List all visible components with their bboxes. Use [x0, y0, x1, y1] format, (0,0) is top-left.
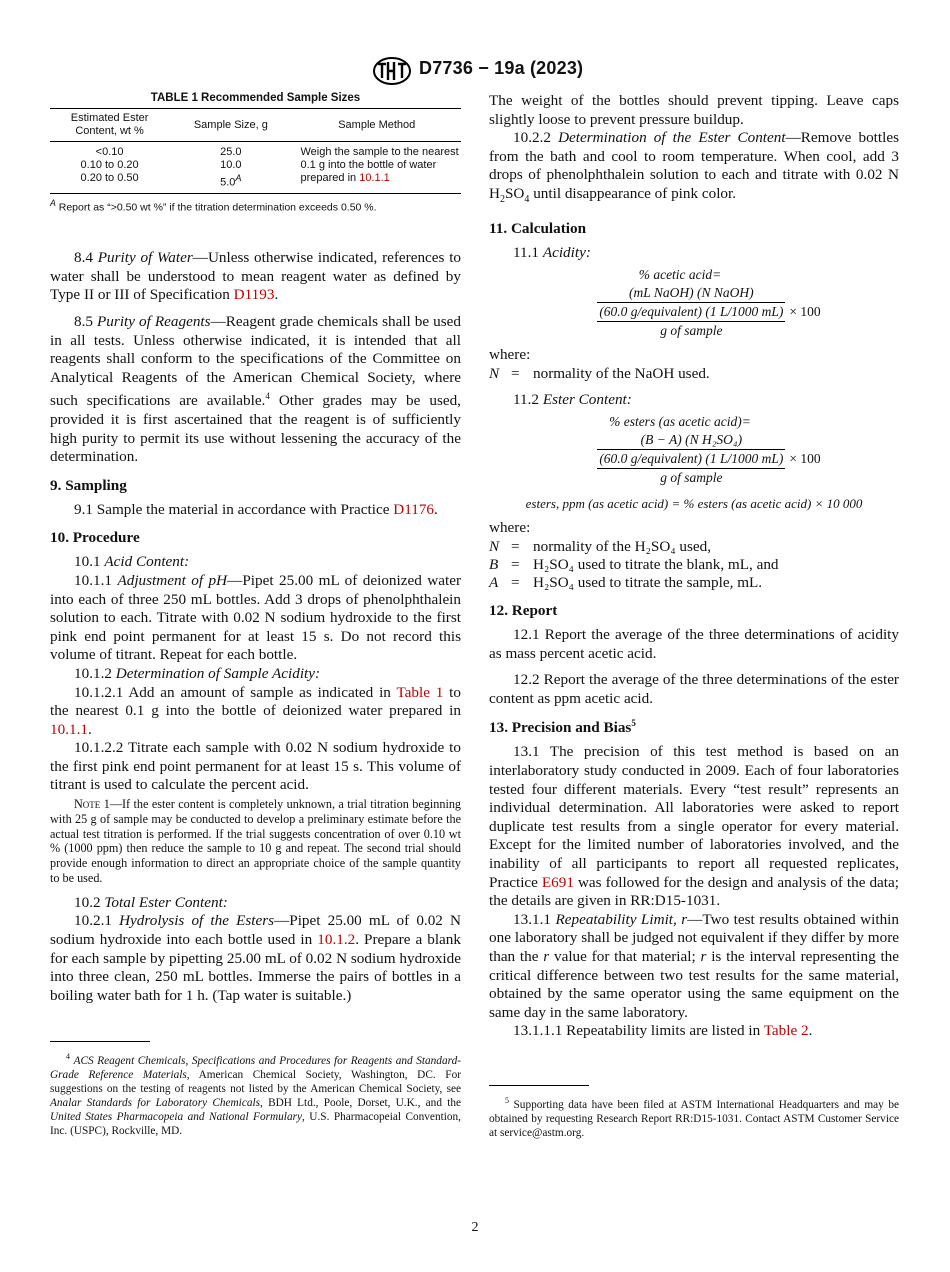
section-13-1-1-1: 13.1.1.1 Repeatability limits are listed in Table 2.	[513, 1022, 813, 1040]
heading-precision-bias: 13. Precision and Bias$^5$	[489, 718, 636, 737]
link-10-1-2[interactable]: 10.1.2	[317, 931, 356, 949]
section-11-2: 11.2 Ester Content:	[513, 390, 632, 408]
table-row	[50, 142, 461, 194]
section-10-1-1: 10.1.1 Adjustment of pH—Pipet 25.00 mL of deionized water into each of three 250 mL bottles. Add 3 drops of phenolphthalein solution to each. Titrate with 0.02 N sodium hydroxide to the first pink end point permanent for at least 15 s. Do not record this volume of titrant. Repeat for each bottle.	[50, 571, 462, 664]
where-label: where:	[489, 519, 531, 537]
table1-title: TABLE 1 Recommended Sample Sizes	[150, 92, 361, 104]
section-9-1: 9.1 Sample the material in accordance with Practice D1176.	[74, 500, 438, 518]
where-label: where:	[489, 346, 531, 364]
link-10-1-1[interactable]: 10.1.1	[50, 720, 88, 738]
heading-procedure: 10. Procedure	[50, 529, 140, 547]
table1-footnote-mark: A	[235, 173, 242, 183]
table1-col-content: Estimated Ester Content, wt %	[50, 109, 169, 142]
section-10-1: 10.1 Acid Content:	[74, 553, 190, 571]
section-8-4: 8.4 Purity of Water—Unless otherwise indicated, references to water shall be understood to mean reagent water as defined by Type II or III of Specification D1193.	[50, 249, 462, 304]
footnote-4: $^4$ ACS Reagent Chemicals, Specifications and Procedures for Reagents and Standard-Grade Reference Materials, American Chemical Society, Washington, DC. For suggestions on the testing of reagents not listed by the American Chemical Society, see Analar Standards for Laboratory Chemicals, BDH Ltd., Poole, Dorset, U.K., and the United States Pharmacopeia and National Formulary, U.S. Pharmacopeial Convention, Inc. (USPC), Rockville, MD.	[50, 1041, 461, 1138]
link-e691[interactable]: E691	[541, 873, 574, 891]
link-table-1[interactable]: Table 1	[396, 683, 444, 701]
section-10-2: 10.2 Total Ester Content:	[74, 893, 228, 911]
table1-method: Weigh the sample to the nearest 0.1 g into the bottle of water prepared in	[300, 146, 459, 184]
table1-footnote: $^A$ Report as “>0.50 wt %” if the titration determination exceeds 0.50 %.	[50, 197, 377, 214]
table1-cell: 5.0	[220, 176, 236, 189]
left-column	[50, 92, 461, 1005]
section-10-2-1: 10.2.1 Hydrolysis of the Esters—Pipet 25.00 mL of 0.02 N sodium hydroxide into each bottle used in 10.1.2. Prepare a blank for each sample by pipetting 25.00 mL of 0.02 N sodium hydroxide into three clean, 250 mL bottles. Immerse the pairs of bottles in a boiling water bath for 1 h. (Tap water is suitable.)	[50, 912, 461, 1004]
heading-sampling: 9. Sampling	[50, 476, 127, 494]
section-10-1-2: 10.1.2 Determination of Sample Acidity:	[74, 664, 321, 682]
footnote-divider	[489, 1085, 589, 1086]
table1-cell: 0.10 to 0.20	[80, 159, 139, 171]
heading-calculation: 11. Calculation	[489, 219, 587, 237]
section-12-2: 12.2 Report the average of the three determinations of the ester content as ppm acetic acid.	[489, 671, 899, 707]
table1-cell: 0.20 to 0.50	[80, 172, 139, 184]
page-header	[0, 54, 950, 86]
astm-logo-icon	[372, 56, 412, 86]
where-item: N = normality of the H₂SO₄ used,	[489, 537, 712, 555]
table1-cell: 10.0	[220, 159, 242, 171]
where-list	[489, 538, 899, 592]
table1	[50, 108, 461, 194]
link-table-2[interactable]: Table 2	[763, 1022, 809, 1040]
footnote-divider	[50, 1041, 150, 1042]
table1-col-size: Sample Size, g	[169, 109, 292, 142]
section-11-1: 11.1 Acidity:	[513, 243, 591, 261]
link-10-1-1[interactable]: 10.1.1	[359, 172, 390, 184]
equation-acidity: % acetic acid= (mL NaOH) (N NaOH) (60.0 g/equivalent) (1 L/1000 mL) g of sample × 100	[599, 267, 821, 339]
section-10-1-2-2: 10.1.2.2 Titrate each sample with 0.02 N sodium hydroxide to the first pink end point permanent for at least 15 s. This volume of titrant is used to calculate the percent acid.	[50, 739, 461, 794]
where-item: B = H₂SO₄ used to titrate the blank, mL, and	[489, 555, 779, 573]
section-10-2-1-cont: The weight of the bottles should prevent tipping. Leave caps slightly loose to prevent pressure buildup.	[489, 92, 899, 128]
table1-col-method: Sample Method	[292, 109, 461, 142]
heading-report: 12. Report	[489, 601, 558, 619]
right-column	[489, 92, 899, 1041]
footnote-5: $^5$ Supporting data have been filed at ASTM International Headquarters and may be obtained by requesting Research Report RR:D15-1031. Contact ASTM Customer Service at service@astm.org.	[489, 1085, 899, 1140]
link-d1193[interactable]: D1193	[233, 286, 275, 304]
page-number: 2	[471, 1220, 479, 1235]
section-8-5: 8.5 Purity of Reagents—Reagent grade chemicals shall be used in all tests. Unless otherwise indicated, it is intended that all reagents shall conform to the specifications of the Committee on Analytical Reagents of the American Chemical Society, where such specifications are available.$^4$ Other grades may be used, provided it is first ascertained that the reagent is of sufficiently high purity to permit its use without lessening the accuracy of the determination.	[50, 312, 462, 466]
note-1: Note 1—If the ester content is completely unknown, a trial titration beginning with 25 g of sample may be conducted to develop a preliminary estimate before the actual test titration is performed. If the trial suggests concentration of over 0.10 wt % (1000 ppm) then reduce the sample to 10 g and repeat. The second trial should provide enough information to direct an appropriate choice of the sample quantity to be used.	[50, 797, 462, 886]
link-d1176[interactable]: D1176	[393, 500, 435, 518]
section-13-1-1: 13.1.1 Repeatability Limit, r—Two test results obtained within one laboratory shall be judged not equivalent if they differ by more than the r value for that material; r is the interval representing the critical difference between two test results for the same material, obtained by the same operator using the same equipment on the same day in the same laboratory.	[489, 910, 900, 1021]
equation-ester: % esters (as acetic acid)= (B − A) (N H₂SO₄) (60.0 g/equivalent) (1 L/1000 mL) g of sample × 100 esters, ppm (as acetic acid) = % esters (as acetic acid) × 10 000	[525, 414, 863, 512]
section-10-2-2: 10.2.2 Determination of the Ester Content—Remove bottles from the bath and cool to room temperature. When cool, add 3 drops of phenolphthalein solution to each and titrate with 0.02 N $H_2SO_4$ until disappearance of pink color.	[489, 129, 899, 205]
section-10-1-2-1: 10.1.2.1 Add an amount of sample as indicated in Table 1 to the nearest 0.1 g into the bottle of deionized water prepared in 10.1.1.	[50, 683, 461, 738]
section-13-1: 13.1 The precision of this test method is based on an interlaboratory study conducted in 2009. Each of four laboratories tested four different materials. Every “test result” represents an individual determination. All laboratories were asked to report duplicate test results from a single operator for every material. Except for the limited number of laboratories involved, and the inability of all participants to report all requested replicates, Practice E691 was followed for the design and analysis of the data; the details are given in RR:D15-1031.	[489, 743, 899, 910]
section-12-1: 12.1 Report the average of the three determinations of acidity as mass percent acetic acid.	[489, 625, 899, 662]
table1-cell: 25.0	[220, 146, 242, 158]
where-item: N = normality of the NaOH used.	[489, 364, 710, 382]
document-id: D7736 − 19a (2023)	[419, 58, 584, 78]
where-item: A = H₂SO₄ used to titrate the sample, mL.	[489, 573, 763, 591]
table1-cell: <0.10	[95, 146, 124, 158]
